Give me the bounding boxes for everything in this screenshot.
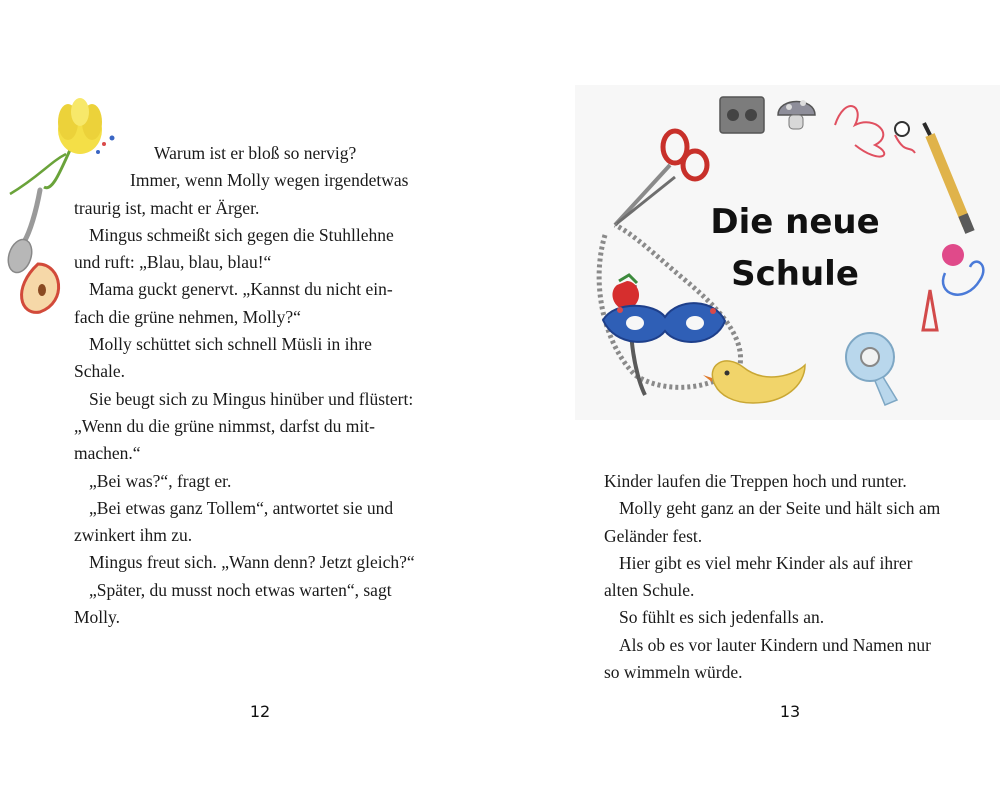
text-line: „Später, du musst noch etwas warten“, sagt — [89, 579, 392, 600]
text-line: Warum ist er bloß so nervig? — [154, 143, 357, 163]
chapter-title — [700, 196, 890, 300]
chapter-title-line-1: Die neue — [710, 202, 880, 242]
left-page-text — [74, 140, 454, 631]
spoon-icon — [4, 190, 40, 276]
text-line: Mama guckt genervt. „Kannst du nicht ein- — [89, 279, 393, 300]
mushroom-button-icon — [778, 100, 815, 129]
text-line: „Bei was?“, fragt er. — [89, 470, 232, 491]
text-line: Molly geht ganz an der Seite und hält sich am — [619, 498, 941, 519]
text-line: So fühlt es sich jedenfalls an. — [619, 607, 825, 628]
bird-icon — [703, 361, 805, 403]
yarn-icon — [942, 244, 983, 295]
text-line: fach die grüne nehmen, Molly?“ — [74, 306, 301, 327]
text-line: so wimmeln würde. — [604, 662, 743, 683]
chapter-title-line-2: Schule — [731, 254, 859, 294]
page-number-right: 13 — [779, 702, 801, 721]
text-line: „Bei etwas ganz Tollem“, antwortet sie und — [89, 497, 394, 518]
text-line: Sie beugt sich zu Mingus hinüber und flüstert: — [89, 388, 414, 409]
strawberry-icon — [612, 275, 639, 310]
text-line: Molly schüttet sich schnell Müsli in ihre — [89, 334, 372, 355]
red-thread-icon — [835, 106, 915, 156]
text-line: Mingus freut sich. „Wann denn? Jetzt gleich?“ — [89, 552, 415, 573]
mask-icon — [603, 303, 725, 342]
text-line: machen.“ — [74, 443, 141, 464]
text-line: Kinder laufen die Treppen hoch und runter. — [604, 471, 907, 491]
text-line: traurig ist, macht er Ärger. — [74, 197, 260, 218]
page-number-left: 12 — [249, 702, 271, 721]
text-line: Geländer fest. — [604, 525, 703, 546]
text-line: „Wenn du die grüne nimmst, darfst du mit- — [74, 415, 375, 436]
text-line: alten Schule. — [604, 580, 695, 601]
text-line: zwinkert ihm zu. — [74, 525, 193, 546]
apple-slice-icon — [22, 264, 59, 312]
text-line: und ruft: „Blau, blau, blau!“ — [74, 252, 272, 273]
text-line: Als ob es vor lauter Kindern und Namen nur — [619, 634, 932, 655]
pencil-sharpener-icon — [720, 97, 764, 133]
text-line: Immer, wenn Molly wegen irgendetwas — [130, 170, 409, 191]
scissors-icon — [615, 131, 707, 225]
text-line: Hier gibt es viel mehr Kinder als auf ihrer — [619, 552, 913, 573]
pencil-icon — [924, 123, 970, 232]
text-line: Molly. — [74, 607, 121, 628]
text-line: Mingus schmeißt sich gegen die Stuhllehne — [89, 224, 394, 245]
text-line: Schale. — [74, 361, 126, 382]
right-page-text — [604, 468, 974, 686]
tape-roll-icon — [846, 333, 897, 405]
hair-clip-icon — [923, 290, 937, 330]
